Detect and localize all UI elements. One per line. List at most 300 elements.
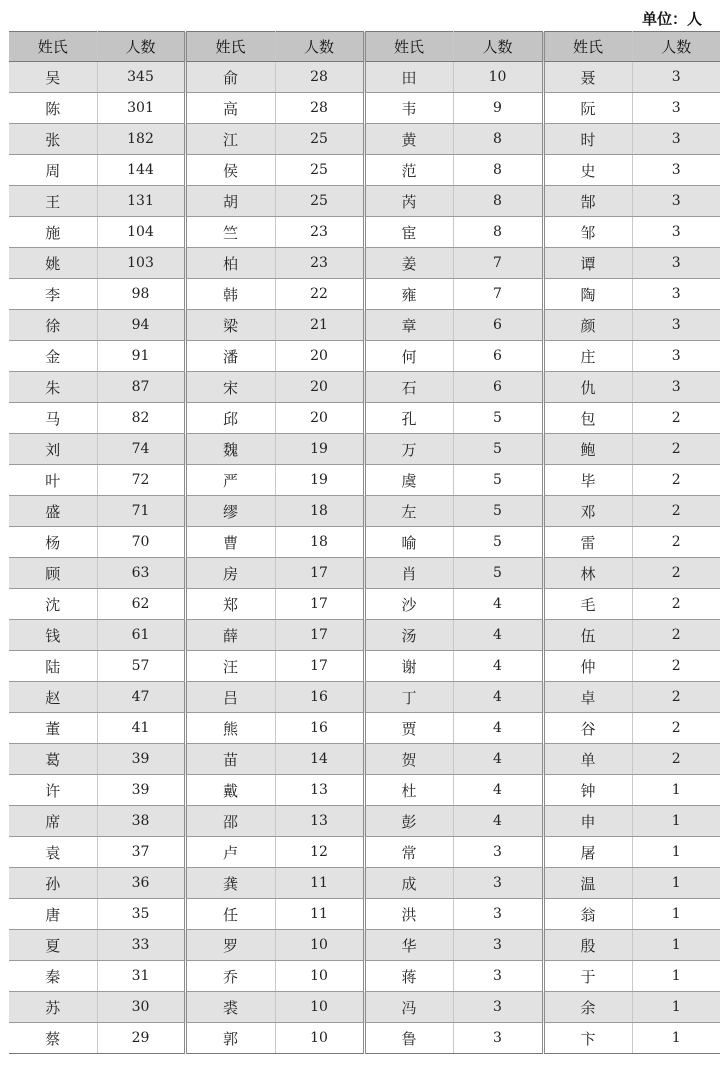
surname-cell: 薛 <box>185 620 275 651</box>
surname-cell: 殷 <box>543 930 632 961</box>
count-cell: 17 <box>275 558 364 589</box>
surname-cell: 陆 <box>9 651 97 682</box>
count-cell: 71 <box>97 496 185 527</box>
surname-cell: 卞 <box>543 1023 632 1054</box>
column-header-count: 人数 <box>632 32 720 62</box>
surname-cell: 卓 <box>543 682 632 713</box>
count-cell: 19 <box>275 465 364 496</box>
count-cell: 14 <box>275 744 364 775</box>
surname-cell: 洪 <box>364 899 453 930</box>
surname-cell: 唐 <box>9 899 97 930</box>
count-cell: 8 <box>453 217 543 248</box>
count-cell: 3 <box>632 372 720 403</box>
surname-cell: 竺 <box>185 217 275 248</box>
surname-cell: 彭 <box>364 806 453 837</box>
table-row <box>9 124 720 155</box>
column-header-count: 人数 <box>275 32 364 62</box>
table-row <box>9 403 720 434</box>
count-cell: 4 <box>453 713 543 744</box>
count-cell: 87 <box>97 372 185 403</box>
surname-cell: 谢 <box>364 651 453 682</box>
count-cell: 3 <box>453 868 543 899</box>
count-cell: 131 <box>97 186 185 217</box>
surname-cell: 夏 <box>9 930 97 961</box>
surname-cell: 沙 <box>364 589 453 620</box>
column-header-surname: 姓氏 <box>543 32 632 62</box>
table-row <box>9 62 720 93</box>
surname-cell: 龚 <box>185 868 275 899</box>
count-cell: 104 <box>97 217 185 248</box>
surname-cell: 金 <box>9 341 97 372</box>
table-row <box>9 1023 720 1054</box>
surname-cell: 贺 <box>364 744 453 775</box>
count-cell: 4 <box>453 744 543 775</box>
surname-cell: 叶 <box>9 465 97 496</box>
count-cell: 20 <box>275 372 364 403</box>
surname-cell: 杨 <box>9 527 97 558</box>
count-cell: 3 <box>632 93 720 124</box>
surname-cell: 缪 <box>185 496 275 527</box>
table-row <box>9 837 720 868</box>
surname-cell: 宦 <box>364 217 453 248</box>
surname-cell: 林 <box>543 558 632 589</box>
surname-cell: 宋 <box>185 372 275 403</box>
surname-cell: 丁 <box>364 682 453 713</box>
count-cell: 3 <box>632 62 720 93</box>
surname-cell: 温 <box>543 868 632 899</box>
surname-cell: 熊 <box>185 713 275 744</box>
table-header-row <box>9 32 720 62</box>
count-cell: 11 <box>275 868 364 899</box>
surname-cell: 戴 <box>185 775 275 806</box>
count-cell: 9 <box>453 93 543 124</box>
count-cell: 3 <box>453 992 543 1023</box>
count-cell: 2 <box>632 744 720 775</box>
count-cell: 2 <box>632 496 720 527</box>
surname-cell: 华 <box>364 930 453 961</box>
surname-cell: 雍 <box>364 279 453 310</box>
surname-cell: 郜 <box>543 186 632 217</box>
count-cell: 10 <box>453 62 543 93</box>
surname-cell: 黄 <box>364 124 453 155</box>
count-cell: 4 <box>453 806 543 837</box>
surname-cell: 杜 <box>364 775 453 806</box>
surname-cell: 何 <box>364 341 453 372</box>
count-cell: 20 <box>275 341 364 372</box>
count-cell: 17 <box>275 589 364 620</box>
table-row <box>9 248 720 279</box>
surname-cell: 袁 <box>9 837 97 868</box>
surname-cell: 卢 <box>185 837 275 868</box>
surname-cell: 罗 <box>185 930 275 961</box>
count-cell: 94 <box>97 310 185 341</box>
surname-cell: 陶 <box>543 279 632 310</box>
table-row <box>9 961 720 992</box>
surname-cell: 伍 <box>543 620 632 651</box>
count-cell: 1 <box>632 899 720 930</box>
count-cell: 1 <box>632 1023 720 1054</box>
surname-cell: 肖 <box>364 558 453 589</box>
count-cell: 13 <box>275 775 364 806</box>
surname-cell: 席 <box>9 806 97 837</box>
count-cell: 17 <box>275 620 364 651</box>
table-row <box>9 713 720 744</box>
count-cell: 3 <box>453 837 543 868</box>
surname-cell: 聂 <box>543 62 632 93</box>
surname-count-table <box>9 31 720 1054</box>
surname-cell: 田 <box>364 62 453 93</box>
count-cell: 5 <box>453 527 543 558</box>
surname-cell: 万 <box>364 434 453 465</box>
surname-cell: 申 <box>543 806 632 837</box>
count-cell: 1 <box>632 806 720 837</box>
count-cell: 28 <box>275 93 364 124</box>
count-cell: 3 <box>632 217 720 248</box>
surname-cell: 王 <box>9 186 97 217</box>
surname-cell: 朱 <box>9 372 97 403</box>
count-cell: 18 <box>275 496 364 527</box>
surname-cell: 颜 <box>543 310 632 341</box>
count-cell: 19 <box>275 434 364 465</box>
surname-cell: 史 <box>543 155 632 186</box>
unit-label: 单位：人 <box>641 10 702 28</box>
count-cell: 25 <box>275 186 364 217</box>
count-cell: 1 <box>632 868 720 899</box>
count-cell: 1 <box>632 961 720 992</box>
table-row <box>9 93 720 124</box>
surname-cell: 苏 <box>9 992 97 1023</box>
count-cell: 63 <box>97 558 185 589</box>
count-cell: 6 <box>453 310 543 341</box>
surname-cell: 孙 <box>9 868 97 899</box>
surname-cell: 余 <box>543 992 632 1023</box>
surname-cell: 许 <box>9 775 97 806</box>
table-row <box>9 589 720 620</box>
column-header-count: 人数 <box>453 32 543 62</box>
surname-cell: 邓 <box>543 496 632 527</box>
surname-cell: 汪 <box>185 651 275 682</box>
surname-cell: 常 <box>364 837 453 868</box>
count-cell: 17 <box>275 651 364 682</box>
count-cell: 5 <box>453 496 543 527</box>
count-cell: 2 <box>632 682 720 713</box>
surname-cell: 章 <box>364 310 453 341</box>
count-cell: 4 <box>453 651 543 682</box>
count-cell: 23 <box>275 248 364 279</box>
count-cell: 18 <box>275 527 364 558</box>
column-header-surname: 姓氏 <box>9 32 97 62</box>
surname-cell: 贾 <box>364 713 453 744</box>
count-cell: 39 <box>97 744 185 775</box>
surname-cell: 喻 <box>364 527 453 558</box>
table-row <box>9 620 720 651</box>
surname-cell: 雷 <box>543 527 632 558</box>
surname-cell: 石 <box>364 372 453 403</box>
surname-cell: 潘 <box>185 341 275 372</box>
surname-cell: 翁 <box>543 899 632 930</box>
surname-cell: 阮 <box>543 93 632 124</box>
surname-cell: 胡 <box>185 186 275 217</box>
surname-cell: 邵 <box>185 806 275 837</box>
surname-cell: 侯 <box>185 155 275 186</box>
column-header-surname: 姓氏 <box>185 32 275 62</box>
count-cell: 5 <box>453 434 543 465</box>
surname-cell: 芮 <box>364 186 453 217</box>
table-row <box>9 341 720 372</box>
count-cell: 103 <box>97 248 185 279</box>
surname-cell: 马 <box>9 403 97 434</box>
count-cell: 2 <box>632 434 720 465</box>
surname-cell: 谭 <box>543 248 632 279</box>
count-cell: 3 <box>632 341 720 372</box>
count-cell: 10 <box>275 992 364 1023</box>
table-row <box>9 465 720 496</box>
surname-cell: 时 <box>543 124 632 155</box>
surname-cell: 姚 <box>9 248 97 279</box>
count-cell: 3 <box>453 899 543 930</box>
table-row <box>9 279 720 310</box>
count-cell: 10 <box>275 930 364 961</box>
table-row <box>9 992 720 1023</box>
count-cell: 4 <box>453 589 543 620</box>
table-row <box>9 744 720 775</box>
table-row <box>9 558 720 589</box>
count-cell: 4 <box>453 682 543 713</box>
table-row <box>9 682 720 713</box>
surname-cell: 冯 <box>364 992 453 1023</box>
count-cell: 1 <box>632 992 720 1023</box>
count-cell: 22 <box>275 279 364 310</box>
table-row <box>9 775 720 806</box>
count-cell: 20 <box>275 403 364 434</box>
count-cell: 2 <box>632 620 720 651</box>
surname-cell: 秦 <box>9 961 97 992</box>
surname-cell: 鲁 <box>364 1023 453 1054</box>
count-cell: 1 <box>632 837 720 868</box>
table-row <box>9 310 720 341</box>
count-cell: 21 <box>275 310 364 341</box>
surname-cell: 郑 <box>185 589 275 620</box>
surname-cell: 张 <box>9 124 97 155</box>
surname-cell: 钱 <box>9 620 97 651</box>
count-cell: 35 <box>97 899 185 930</box>
surname-cell: 姜 <box>364 248 453 279</box>
surname-cell: 顾 <box>9 558 97 589</box>
surname-cell: 于 <box>543 961 632 992</box>
surname-cell: 韩 <box>185 279 275 310</box>
count-cell: 7 <box>453 279 543 310</box>
surname-cell: 任 <box>185 899 275 930</box>
table-row <box>9 651 720 682</box>
surname-cell: 鲍 <box>543 434 632 465</box>
count-cell: 70 <box>97 527 185 558</box>
count-cell: 2 <box>632 527 720 558</box>
surname-cell: 高 <box>185 93 275 124</box>
surname-cell: 赵 <box>9 682 97 713</box>
count-cell: 11 <box>275 899 364 930</box>
count-cell: 8 <box>453 124 543 155</box>
surname-cell: 庄 <box>543 341 632 372</box>
count-cell: 74 <box>97 434 185 465</box>
count-cell: 10 <box>275 961 364 992</box>
count-cell: 3 <box>632 186 720 217</box>
count-cell: 30 <box>97 992 185 1023</box>
surname-cell: 裘 <box>185 992 275 1023</box>
surname-cell: 周 <box>9 155 97 186</box>
count-cell: 5 <box>453 558 543 589</box>
count-cell: 57 <box>97 651 185 682</box>
count-cell: 2 <box>632 713 720 744</box>
count-cell: 31 <box>97 961 185 992</box>
count-cell: 1 <box>632 775 720 806</box>
count-cell: 8 <box>453 155 543 186</box>
surname-cell: 毕 <box>543 465 632 496</box>
surname-cell: 徐 <box>9 310 97 341</box>
surname-cell: 孔 <box>364 403 453 434</box>
surname-cell: 葛 <box>9 744 97 775</box>
table-row <box>9 186 720 217</box>
table-row <box>9 868 720 899</box>
surname-cell: 毛 <box>543 589 632 620</box>
count-cell: 25 <box>275 124 364 155</box>
surname-cell: 房 <box>185 558 275 589</box>
count-cell: 38 <box>97 806 185 837</box>
count-cell: 41 <box>97 713 185 744</box>
surname-cell: 俞 <box>185 62 275 93</box>
count-cell: 182 <box>97 124 185 155</box>
count-cell: 144 <box>97 155 185 186</box>
count-cell: 2 <box>632 651 720 682</box>
surname-cell: 柏 <box>185 248 275 279</box>
column-header-surname: 姓氏 <box>364 32 453 62</box>
surname-cell: 左 <box>364 496 453 527</box>
surname-cell: 梁 <box>185 310 275 341</box>
surname-cell: 邱 <box>185 403 275 434</box>
table-row <box>9 372 720 403</box>
table-row <box>9 930 720 961</box>
surname-cell: 邹 <box>543 217 632 248</box>
count-cell: 345 <box>97 62 185 93</box>
count-cell: 6 <box>453 341 543 372</box>
surname-cell: 蒋 <box>364 961 453 992</box>
table-row <box>9 155 720 186</box>
count-cell: 36 <box>97 868 185 899</box>
count-cell: 28 <box>275 62 364 93</box>
surname-cell: 蔡 <box>9 1023 97 1054</box>
count-cell: 2 <box>632 403 720 434</box>
count-cell: 91 <box>97 341 185 372</box>
table-row <box>9 434 720 465</box>
count-cell: 5 <box>453 465 543 496</box>
count-cell: 3 <box>453 1023 543 1054</box>
count-cell: 12 <box>275 837 364 868</box>
surname-cell: 钟 <box>543 775 632 806</box>
count-cell: 13 <box>275 806 364 837</box>
count-cell: 33 <box>97 930 185 961</box>
count-cell: 7 <box>453 248 543 279</box>
count-cell: 8 <box>453 186 543 217</box>
count-cell: 3 <box>632 279 720 310</box>
surname-cell: 董 <box>9 713 97 744</box>
surname-cell: 陈 <box>9 93 97 124</box>
surname-cell: 单 <box>543 744 632 775</box>
surname-cell: 成 <box>364 868 453 899</box>
surname-cell: 江 <box>185 124 275 155</box>
surname-cell: 韦 <box>364 93 453 124</box>
count-cell: 3 <box>453 930 543 961</box>
surname-cell: 李 <box>9 279 97 310</box>
count-cell: 4 <box>453 775 543 806</box>
count-cell: 3 <box>632 155 720 186</box>
count-cell: 29 <box>97 1023 185 1054</box>
surname-cell: 屠 <box>543 837 632 868</box>
count-cell: 3 <box>453 961 543 992</box>
count-cell: 16 <box>275 682 364 713</box>
surname-cell: 盛 <box>9 496 97 527</box>
count-cell: 82 <box>97 403 185 434</box>
surname-cell: 刘 <box>9 434 97 465</box>
surname-cell: 仇 <box>543 372 632 403</box>
surname-cell: 施 <box>9 217 97 248</box>
count-cell: 5 <box>453 403 543 434</box>
count-cell: 4 <box>453 620 543 651</box>
count-cell: 98 <box>97 279 185 310</box>
surname-cell: 曹 <box>185 527 275 558</box>
surname-cell: 汤 <box>364 620 453 651</box>
count-cell: 47 <box>97 682 185 713</box>
count-cell: 25 <box>275 155 364 186</box>
surname-cell: 苗 <box>185 744 275 775</box>
count-cell: 301 <box>97 93 185 124</box>
count-cell: 23 <box>275 217 364 248</box>
count-cell: 3 <box>632 248 720 279</box>
column-header-count: 人数 <box>97 32 185 62</box>
surname-cell: 虞 <box>364 465 453 496</box>
surname-cell: 吴 <box>9 62 97 93</box>
surname-cell: 郭 <box>185 1023 275 1054</box>
surname-cell: 严 <box>185 465 275 496</box>
count-cell: 37 <box>97 837 185 868</box>
count-cell: 2 <box>632 465 720 496</box>
count-cell: 3 <box>632 124 720 155</box>
table-row <box>9 217 720 248</box>
count-cell: 61 <box>97 620 185 651</box>
count-cell: 2 <box>632 558 720 589</box>
table-body <box>9 62 720 1054</box>
table-row <box>9 899 720 930</box>
count-cell: 6 <box>453 372 543 403</box>
count-cell: 10 <box>275 1023 364 1054</box>
surname-cell: 魏 <box>185 434 275 465</box>
count-cell: 3 <box>632 310 720 341</box>
table-row <box>9 496 720 527</box>
count-cell: 62 <box>97 589 185 620</box>
surname-cell: 吕 <box>185 682 275 713</box>
table-row <box>9 527 720 558</box>
surname-cell: 仲 <box>543 651 632 682</box>
count-cell: 39 <box>97 775 185 806</box>
surname-cell: 沈 <box>9 589 97 620</box>
surname-cell: 包 <box>543 403 632 434</box>
count-cell: 72 <box>97 465 185 496</box>
surname-cell: 范 <box>364 155 453 186</box>
count-cell: 16 <box>275 713 364 744</box>
table-row <box>9 806 720 837</box>
count-cell: 1 <box>632 930 720 961</box>
count-cell: 2 <box>632 589 720 620</box>
surname-cell: 乔 <box>185 961 275 992</box>
surname-cell: 谷 <box>543 713 632 744</box>
